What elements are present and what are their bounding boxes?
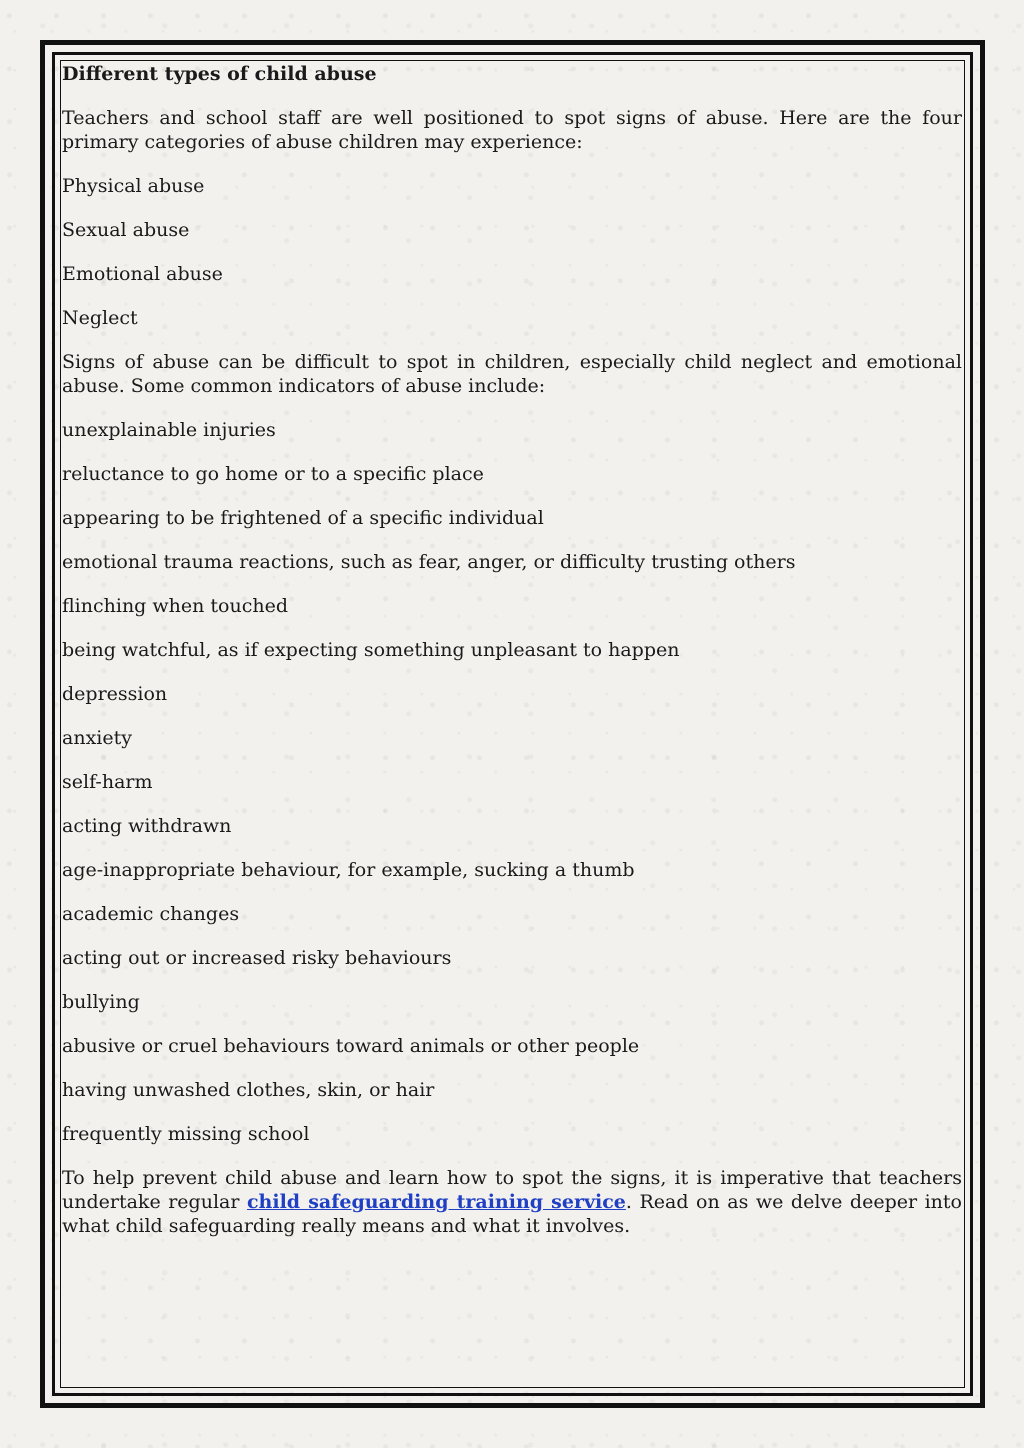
category-item: Physical abuse	[62, 175, 205, 197]
document-body	[62, 62, 962, 1258]
closing-paragraph	[62, 1166, 962, 1238]
indicator-item: emotional trauma reactions, such as fear, anger, or difficulty trusting others	[62, 551, 796, 573]
indicator-item: acting out or increased risky behaviours	[62, 947, 452, 969]
indicator-item: having unwashed clothes, skin, or hair	[62, 1079, 435, 1101]
indicator-item: bullying	[62, 991, 140, 1013]
closing-text-after-link: . Read on as we delve deeper into what child safeguarding really means and what it involves.	[62, 1191, 962, 1237]
category-item: Neglect	[62, 307, 138, 329]
indicator-item: depression	[62, 683, 168, 705]
indicator-item: frequently missing school	[62, 1123, 310, 1145]
category-item: Sexual abuse	[62, 219, 190, 241]
indicator-item: being watchful, as if expecting something unpleasant to happen	[62, 639, 680, 661]
indicator-item: unexplainable injuries	[62, 419, 276, 441]
indicator-item: self-harm	[62, 771, 153, 793]
section-heading: Different types of child abuse	[62, 63, 377, 85]
indicator-item: anxiety	[62, 727, 132, 749]
training-service-link[interactable]: child safeguarding training service	[246, 1191, 626, 1213]
closing-text-before-link: To help prevent child abuse and learn how to spot the signs, it is imperative that teachers undertake regular	[62, 1167, 962, 1213]
indicator-item: abusive or cruel behaviours toward animals or other people	[62, 1035, 640, 1057]
indicator-item: reluctance to go home or to a specific place	[62, 463, 484, 485]
indicator-item: age-inappropriate behaviour, for example, sucking a thumb	[62, 859, 635, 881]
indicator-item: academic changes	[62, 903, 240, 925]
signs-intro-paragraph: Signs of abuse can be difficult to spot in children, especially child neglect and emotional abuse. Some common indicators of abuse include:	[62, 351, 962, 397]
indicator-item: acting withdrawn	[62, 815, 232, 837]
indicator-item: appearing to be frightened of a specific individual	[62, 507, 544, 529]
intro-paragraph: Teachers and school staff are well positioned to spot signs of abuse. Here are the four primary categories of abuse children may experience:	[62, 107, 962, 153]
indicator-item: flinching when touched	[62, 595, 288, 617]
category-item: Emotional abuse	[62, 263, 223, 285]
